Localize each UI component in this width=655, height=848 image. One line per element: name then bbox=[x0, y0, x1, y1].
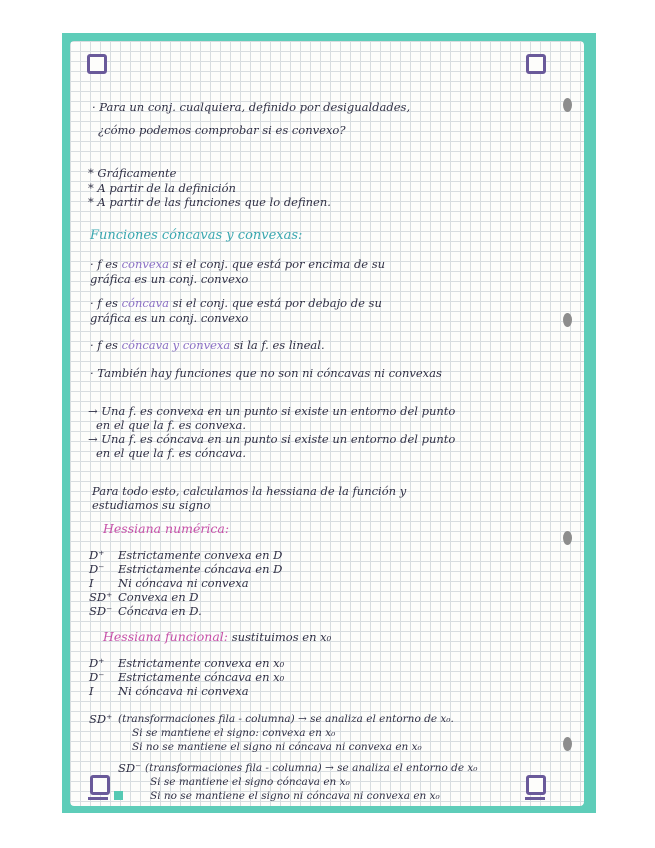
concava-prefix: · f es bbox=[90, 296, 118, 310]
punto-convexa-line-1: → Una f. es convexa en un punto si existe un entorno del punto bbox=[88, 404, 456, 418]
convexa-def-line-2: gráfica es un conj. convexo bbox=[90, 272, 249, 286]
hf-code-dpos: D⁺ bbox=[89, 656, 105, 670]
convexa-def-line-1 bbox=[90, 257, 385, 271]
punto-concava-line-1: → Una f. es cóncava en un punto si existe un entorno del punto bbox=[88, 432, 456, 446]
concava-suffix: si el conj. que está por debajo de su bbox=[172, 296, 382, 310]
hessiana-funcional-label: Hessiana funcional: bbox=[103, 629, 229, 644]
hn-code-i: I bbox=[89, 576, 94, 590]
hf-code-dneg: D⁻ bbox=[89, 670, 105, 684]
sdpos-line-2: Si se mantiene el signo: convexa en x₀ bbox=[132, 727, 336, 739]
punto-convexa-line-2: en el que la f. es convexa. bbox=[96, 418, 247, 432]
lineal-def bbox=[90, 338, 325, 352]
margin-bar-right bbox=[525, 797, 545, 800]
section-title-funciones: Funciones cóncavas y convexas: bbox=[90, 228, 303, 243]
concava-def-line-1 bbox=[90, 296, 382, 310]
binder-hole bbox=[563, 531, 572, 545]
hessiana-funcional-suffix: sustituimos en x₀ bbox=[231, 630, 332, 644]
corner-marker-bottom-right bbox=[526, 775, 546, 795]
lineal-prefix: · f es bbox=[90, 338, 118, 352]
lineal-concava-word: cóncava bbox=[121, 338, 170, 352]
binder-hole bbox=[563, 737, 572, 751]
section-title-hessiana-numerica: Hessiana numérica: bbox=[103, 521, 230, 536]
hessiana-intro-line-2: estudiamos su signo bbox=[92, 498, 211, 512]
method-graphic: * Gráficamente bbox=[88, 166, 177, 180]
hn-code-dneg: D⁻ bbox=[89, 562, 105, 576]
hf-text-dneg: Estrictamente cóncava en x₀ bbox=[118, 670, 285, 684]
method-definition: * A partir de la definición bbox=[88, 181, 236, 195]
margin-bar-left bbox=[88, 797, 108, 800]
hn-code-sdneg: SD⁻ bbox=[89, 604, 113, 618]
hn-text-i: Ni cóncava ni convexa bbox=[118, 576, 249, 590]
hf-text-dpos: Estrictamente convexa en x₀ bbox=[118, 656, 285, 670]
lineal-convexa-word: convexa bbox=[182, 338, 231, 352]
sdneg-code: SD⁻ bbox=[118, 761, 142, 775]
convexa-word: convexa bbox=[121, 257, 170, 271]
section-title-hessiana-funcional bbox=[103, 630, 331, 644]
convexa-suffix: si el conj. que está por encima de su bbox=[172, 257, 386, 271]
sdneg-line-1: (transformaciones fila - columna) → se analiza el entorno de x₀ bbox=[145, 762, 478, 774]
sdneg-line-2: Si se mantiene el signo cóncava en x₀ bbox=[150, 776, 350, 788]
hn-code-sdpos: SD⁺ bbox=[89, 590, 113, 604]
hn-text-sdpos: Convexa en D bbox=[118, 590, 199, 604]
concava-def-line-2: gráfica es un conj. convexo bbox=[90, 311, 249, 325]
corner-marker-bottom-left bbox=[90, 775, 110, 795]
hf-code-i: I bbox=[89, 684, 94, 698]
corner-marker-top-right bbox=[526, 54, 546, 74]
sdneg-line-3: Si no se mantiene el signo ni cóncava ni convexa en x₀ bbox=[150, 790, 440, 802]
corner-marker-top-left bbox=[87, 54, 107, 74]
sdpos-line-1: (transformaciones fila - columna) → se analiza el entorno de x₀. bbox=[118, 713, 454, 725]
hessiana-intro-line-1: Para todo esto, calculamos la hessiana de la función y bbox=[92, 484, 407, 498]
hn-text-dneg: Estrictamente cóncava en D bbox=[118, 562, 283, 576]
sdpos-code: SD⁺ bbox=[89, 712, 113, 726]
hn-text-sdneg: Cóncava en D. bbox=[118, 604, 202, 618]
tambien-line: · También hay funciones que no son ni cóncavas ni convexas bbox=[90, 366, 442, 380]
binder-hole bbox=[563, 313, 572, 327]
lineal-suffix: si la f. es lineal. bbox=[233, 338, 325, 352]
convexa-prefix: · f es bbox=[90, 257, 118, 271]
question-line-1: · Para un conj. cualquiera, definido por desigualdades, bbox=[92, 100, 411, 114]
hn-text-dpos: Estrictamente convexa en D bbox=[118, 548, 283, 562]
punto-concava-line-2: en el que la f. es cóncava. bbox=[96, 446, 247, 460]
sdpos-line-3: Si no se mantiene el signo ni cóncava ni convexa en x₀ bbox=[132, 741, 422, 753]
concava-word: cóncava bbox=[121, 296, 170, 310]
binder-hole bbox=[563, 98, 572, 112]
hf-text-i: Ni cóncava ni convexa bbox=[118, 684, 249, 698]
question-line-2: ¿cómo podemos comprobar si es convexo? bbox=[98, 123, 346, 137]
green-marker bbox=[114, 791, 123, 800]
hn-code-dpos: D⁺ bbox=[89, 548, 105, 562]
lineal-y-word: y bbox=[172, 338, 180, 352]
method-functions: * A partir de las funciones que lo definen. bbox=[88, 195, 331, 209]
